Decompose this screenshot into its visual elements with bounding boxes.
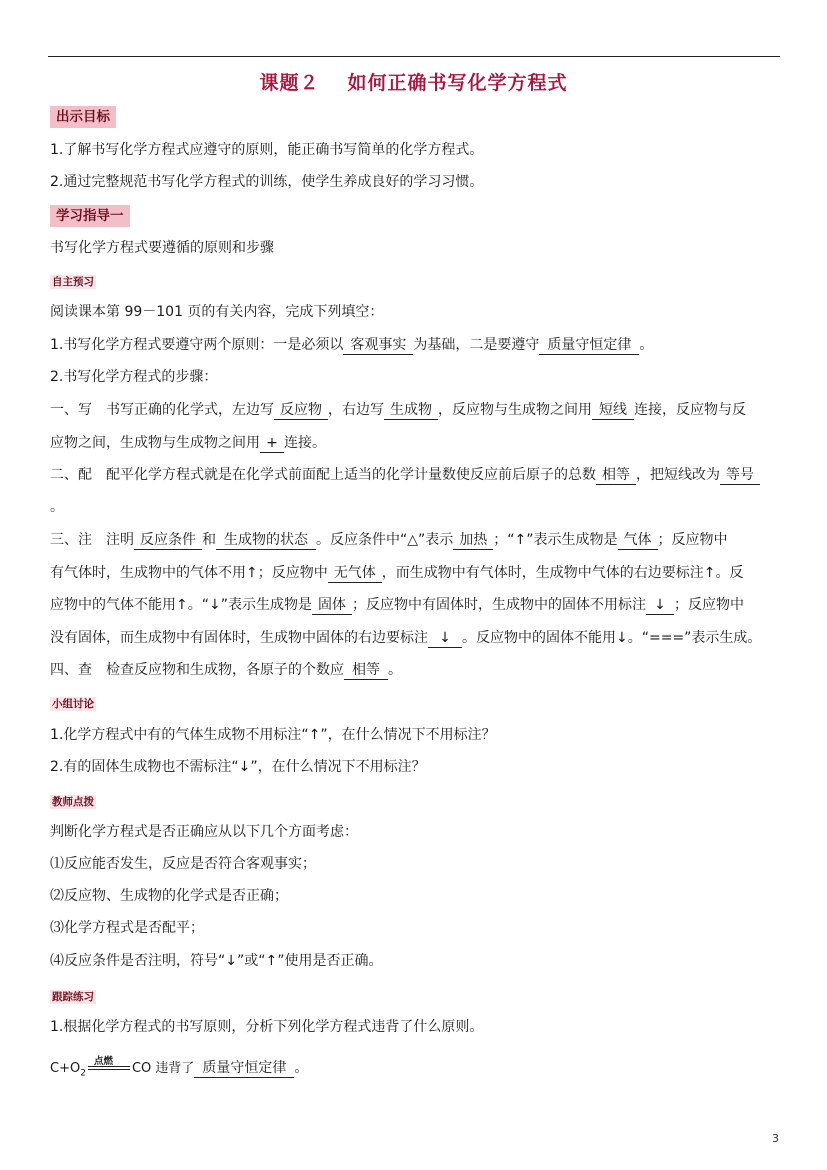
step-note-line3: 应物中的气体不能用↑。“↓”表示生成物是 固体 ；反应物中有固体时，生成物中的固体不用标注 ↓ ；反应物中 — [50, 597, 744, 613]
preview-tag: 自主预习 — [52, 276, 94, 288]
answer-blank: 生成物的状态 — [216, 532, 316, 550]
answer-blank: 生成物 — [384, 402, 438, 420]
goal-2: 2.通过完整规范书写化学方程式的训练，使学生养成良好的学习习惯。 — [50, 174, 484, 190]
teacher-point-2: ⑵反应物、生成物的化学式是否正确； — [50, 888, 288, 904]
teacher-tag: 教师点拨 — [52, 796, 94, 808]
discuss-tag: 小组讨论 — [52, 698, 94, 710]
equation-reactants: C+O — [50, 1061, 81, 1076]
answer-blank: 反应物 — [274, 402, 328, 420]
step-balance-line2: 。 — [50, 499, 64, 515]
page-number: 3 — [772, 1132, 779, 1145]
answer-blank: 短线 — [592, 402, 634, 420]
step-write-line1: 一、写 书写正确的化学式，左边写 反应物 ，右边写 生成物 ，反应物与生成物之间用 短线 连接，反应物与反 — [50, 402, 746, 418]
step-note-line2: 有气体时，生成物中的气体不用↑；反应物中 无气体 ，而生成物中有气体时，生成物中气体的右边要标注↑。反 — [50, 565, 744, 581]
practice-q1: 1.根据化学方程式的书写原则，分析下列化学方程式违背了什么原则。 — [50, 1019, 484, 1035]
answer-blank: 等号 — [720, 467, 760, 485]
answer-blank: 客观事实 — [343, 337, 413, 355]
equation-line: $C+O_2$ 点燃 CO 违背了 质量守恒定律 。 — [50, 1058, 308, 1084]
step-balance-line1: 二、配 配平化学方程式就是在化学式前面配上适当的化学计量数使反应前后原子的总数 相等 ，把短线改为 等号 — [50, 465, 785, 485]
answer-blank: 无气体 — [328, 565, 382, 583]
teacher-point-4: ⑷反应条件是否注明，符号“↓”或“↑”使用是否正确。 — [50, 953, 383, 969]
answer-blank: 气体 — [618, 532, 658, 550]
teacher-intro: 判断化学方程式是否正确应从以下几个方面考虑： — [50, 824, 358, 840]
step-note-line4: 没有固体，而生成物中有固体时，生成物中固体的右边要标注 ↓ 。反应物中的固体不能用↓。“===”表示生成。 — [50, 630, 762, 646]
page-title — [0, 68, 827, 95]
step-write-line2: 应物之间，生成物与生成物之间用 + 连接。 — [50, 435, 326, 451]
lesson-number: 课题２ — [259, 72, 320, 94]
answer-blank: 质量守恒定律 — [539, 337, 639, 355]
answer-blank: 相等 — [596, 467, 636, 485]
answer-blank: 质量守恒定律 — [194, 1060, 294, 1078]
principles-line: 1.书写化学方程式要遵守两个原则：一是必须以 客观事实 为基础，二是要遵守 质量守恒定律 。 — [50, 337, 654, 353]
discuss-q2: 2.有的固体生成物也不需标注“↓”，在什么情况下不用标注？ — [50, 759, 426, 775]
answer-blank: 固体 — [312, 597, 352, 615]
answer-blank: + — [260, 435, 284, 453]
equation-product: CO 违背了 — [131, 1061, 195, 1076]
practice-tag: 跟踪练习 — [52, 991, 94, 1003]
reaction-condition: 点燃 — [93, 1056, 113, 1067]
preview-intro: 阅读课本第 99－101 页的有关内容，完成下列填空： — [50, 304, 384, 320]
step-check-line: 四、查 检查反应物和生成物，各原子的个数应 相等 。 — [50, 662, 402, 678]
discuss-q1: 1.化学方程式中有的气体生成物不用标注“↑”，在什么情况下不用标注？ — [50, 727, 496, 743]
answer-blank: 相等 — [344, 662, 388, 680]
answer-blank: 加热 — [453, 532, 493, 550]
answer-blank: 反应条件 — [134, 532, 202, 550]
lesson-title: 如何正确书写化学方程式 — [347, 72, 568, 94]
reaction-equals-sign — [86, 1058, 132, 1078]
guide1-intro: 书写化学方程式要遵循的原则和步骤 — [50, 240, 274, 256]
top-rule — [48, 56, 780, 57]
teacher-point-1: ⑴反应能否发生，反应是否符合客观事实； — [50, 856, 316, 872]
guide1-tag: 学习指导一 — [50, 205, 130, 227]
step-note-line1: 三、注 注明 反应条件 和 生成物的状态 。反应条件中“△”表示 加热 ；“↑”表示生成物是 气体 ；反应物中 — [50, 532, 728, 548]
steps-heading: 2.书写化学方程式的步骤： — [50, 369, 218, 385]
answer-blank: ↓ — [428, 630, 462, 648]
teacher-point-3: ⑶化学方程式是否配平； — [50, 920, 204, 936]
goal-1: 1.了解书写化学方程式应遵守的原则，能正确书写简单的化学方程式。 — [50, 142, 484, 158]
answer-blank: ↓ — [646, 597, 674, 615]
goals-tag: 出示目标 — [50, 106, 116, 128]
